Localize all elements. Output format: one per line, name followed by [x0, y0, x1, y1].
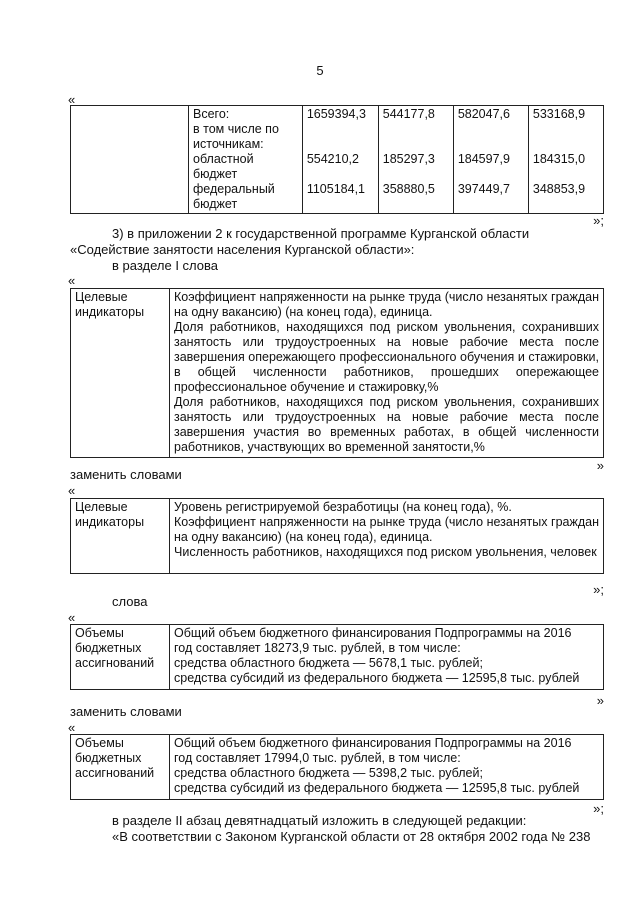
finance-label-line: в том числе по: [193, 122, 279, 136]
finance-value: 348853,9: [532, 182, 586, 196]
budget-line: средства областного бюджета — 5398,2 тыс. рублей;: [174, 766, 483, 780]
close-quote-4: »: [596, 693, 604, 708]
quote-open-4: «: [68, 610, 76, 625]
finance-value: 582047,6: [457, 107, 510, 121]
indicators-table-new: [70, 498, 604, 574]
section2-text: в разделе II абзац девятнадцатый изложить в следующей редакции:: [112, 813, 527, 828]
close-quote-5: »;: [593, 801, 604, 816]
replace-words-2: заменить словами: [70, 704, 182, 719]
quote-open-2: «: [68, 273, 76, 288]
finance-value: 184597,9: [457, 152, 510, 166]
indicator-item: Численность работников, находящихся под риском увольнения, человек: [174, 545, 597, 559]
finance-col-3: [453, 106, 528, 214]
words-2: слова: [112, 594, 148, 609]
budget-label-cell: Объемы бюджетных ассигнований: [71, 735, 170, 800]
finance-label-line: бюджет: [193, 197, 238, 211]
indicator-item: Доля работников, находящихся под риском увольнения, сохранивших занятость или трудоустроенных на новые рабочие места после завершения участия во временных работах, в общей численности работников, участвующих во временной занятости,%: [174, 395, 599, 454]
finance-empty-cell: [71, 106, 189, 214]
finance-value: 184315,0: [532, 152, 586, 166]
indicator-item: Коэффициент напряженности на рынке труда (число незанятых граждан на одну вакансию) (на конец года), единица.: [174, 290, 599, 319]
law-text: «В соответствии с Законом Курганской области от 28 октября 2002 года № 238: [112, 829, 591, 844]
finance-label-line: областной: [193, 152, 254, 166]
finance-label-line: Всего:: [193, 107, 230, 121]
item3-line2: «Содействие занятости населения Курганской области»:: [70, 242, 415, 257]
budget-line: средства областного бюджета — 5678,1 тыс. рублей;: [174, 656, 483, 670]
finance-col-1: [302, 106, 378, 214]
indicators-table-old: [70, 288, 604, 458]
close-quote-1: »;: [593, 213, 604, 228]
finance-table: [70, 105, 604, 214]
finance-value: 358880,5: [382, 182, 435, 196]
finance-col-4: [528, 106, 603, 214]
replace-words-1: заменить словами: [70, 467, 182, 482]
budget-line: год составляет 17994,0 тыс. рублей, в том числе:: [174, 751, 461, 765]
indicators-content-cell: [170, 499, 604, 574]
budget-line: год составляет 18273,9 тыс. рублей, в том числе:: [174, 641, 461, 655]
budget-label-cell: Объемы бюджетных ассигнований: [71, 625, 170, 690]
budget-line: средства субсидий из федерального бюджета — 12595,8 тыс. рублей: [174, 781, 580, 795]
budget-content-cell: [170, 735, 604, 800]
finance-value: 554210,2: [306, 152, 359, 166]
item3-line1: 3) в приложении 2 к государственной программе Курганской области: [112, 226, 530, 241]
quote-open: «: [68, 92, 76, 107]
finance-label-cell: [189, 106, 303, 214]
finance-label-line: бюджет: [193, 167, 238, 181]
finance-value: 1659394,3: [306, 107, 366, 121]
finance-label-line: федеральный: [193, 182, 275, 196]
page-number: 5: [316, 63, 324, 78]
budget-table-new: [70, 734, 604, 800]
indicator-item: Коэффициент напряженности на рынке труда (число незанятых граждан на одну вакансию) (на конец года), единица.: [174, 515, 599, 544]
close-quote-3: »;: [593, 582, 604, 597]
finance-value: 544177,8: [382, 107, 435, 121]
finance-value: 185297,3: [382, 152, 435, 166]
budget-line: Общий объем бюджетного финансирования Подпрограммы на 2016: [174, 626, 572, 640]
indicator-item: Доля работников, находящихся под риском увольнения, сохранивших занятость или трудоустроенных на новые рабочие места после завершения опережающего профессионального обучения и стажировки, в общей численности работников, прошедших опережающее профессиональное обучение и стажировку,%: [174, 320, 599, 394]
section1-words: в разделе I слова: [112, 258, 218, 273]
budget-line: Общий объем бюджетного финансирования Подпрограммы на 2016: [174, 736, 572, 750]
quote-open-5: «: [68, 720, 76, 735]
finance-col-2: [378, 106, 453, 214]
finance-value: 397449,7: [457, 182, 510, 196]
budget-table-old: [70, 624, 604, 690]
indicator-item: Уровень регистрируемой безработицы (на конец года), %.: [174, 500, 512, 514]
finance-label-line: источникам:: [193, 137, 264, 151]
quote-open-3: «: [68, 483, 76, 498]
close-quote-2: »: [596, 458, 604, 473]
indicators-label-cell: Целевые индикаторы: [71, 289, 170, 458]
indicators-content-cell: [170, 289, 604, 458]
finance-value: 1105184,1: [306, 182, 365, 196]
budget-line: средства субсидий из федерального бюджета — 12595,8 тыс. рублей: [174, 671, 580, 685]
budget-content-cell: [170, 625, 604, 690]
indicators-label-cell: Целевые индикаторы: [71, 499, 170, 574]
finance-value: 533168,9: [532, 107, 586, 121]
